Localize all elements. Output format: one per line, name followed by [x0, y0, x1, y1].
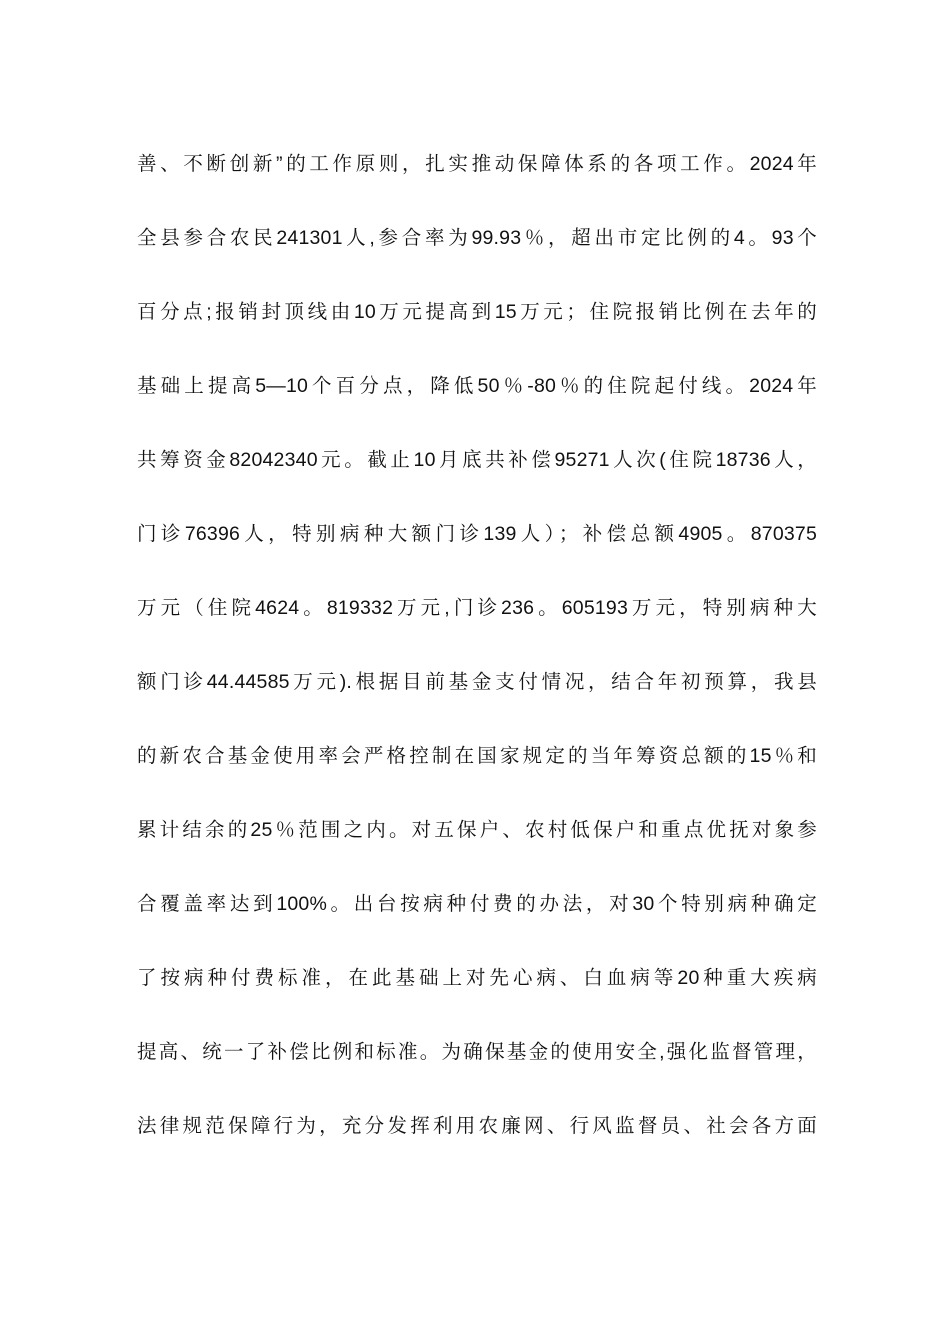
text-line: 提高、统一了补偿比例和标准。为确保基金的使用安全,强化监督管理，	[137, 1041, 817, 1063]
text-line: 法律规范保障行为，充分发挥利用农廉网、行风监督员、社会各方面	[137, 1115, 817, 1137]
text-line: 额门诊44.44585万元).根据目前基金支付情况，结合年初预算，我县	[137, 671, 817, 693]
text-line: 基础上提高5—10个百分点，降低50％-80％的住院起付线。2024年	[137, 375, 817, 397]
text-line: 的新农合基金使用率会严格控制在国家规定的当年筹资总额的15％和	[137, 745, 817, 767]
text-line: 共筹资金82042340元。截止10月底共补偿95271人次(住院18736人，	[137, 449, 817, 471]
text-line: 了按病种付费标准，在此基础上对先心病、白血病等20种重大疾病	[137, 967, 817, 989]
text-line: 万元（住院4624。819332万元,门诊236。605193万元，特别病种大	[137, 597, 817, 619]
body-text	[137, 137, 817, 1173]
text-line: 累计结余的25％范围之内。对五保户、农村低保户和重点优抚对象参	[137, 819, 817, 841]
text-line: 全县参合农民241301人,参合率为99.93％，超出市定比例的4。93个	[137, 227, 817, 249]
text-line: 门诊76396人，特别病种大额门诊139人）；补偿总额4905。870375	[137, 523, 817, 545]
text-line: 合覆盖率达到100%。出台按病种付费的办法，对30个特别病种确定	[137, 893, 817, 915]
text-line: 善、不断创新”的工作原则，扎实推动保障体系的各项工作。2024年	[137, 153, 817, 175]
text-line: 百分点;报销封顶线由10万元提高到15万元；住院报销比例在去年的	[137, 301, 817, 323]
